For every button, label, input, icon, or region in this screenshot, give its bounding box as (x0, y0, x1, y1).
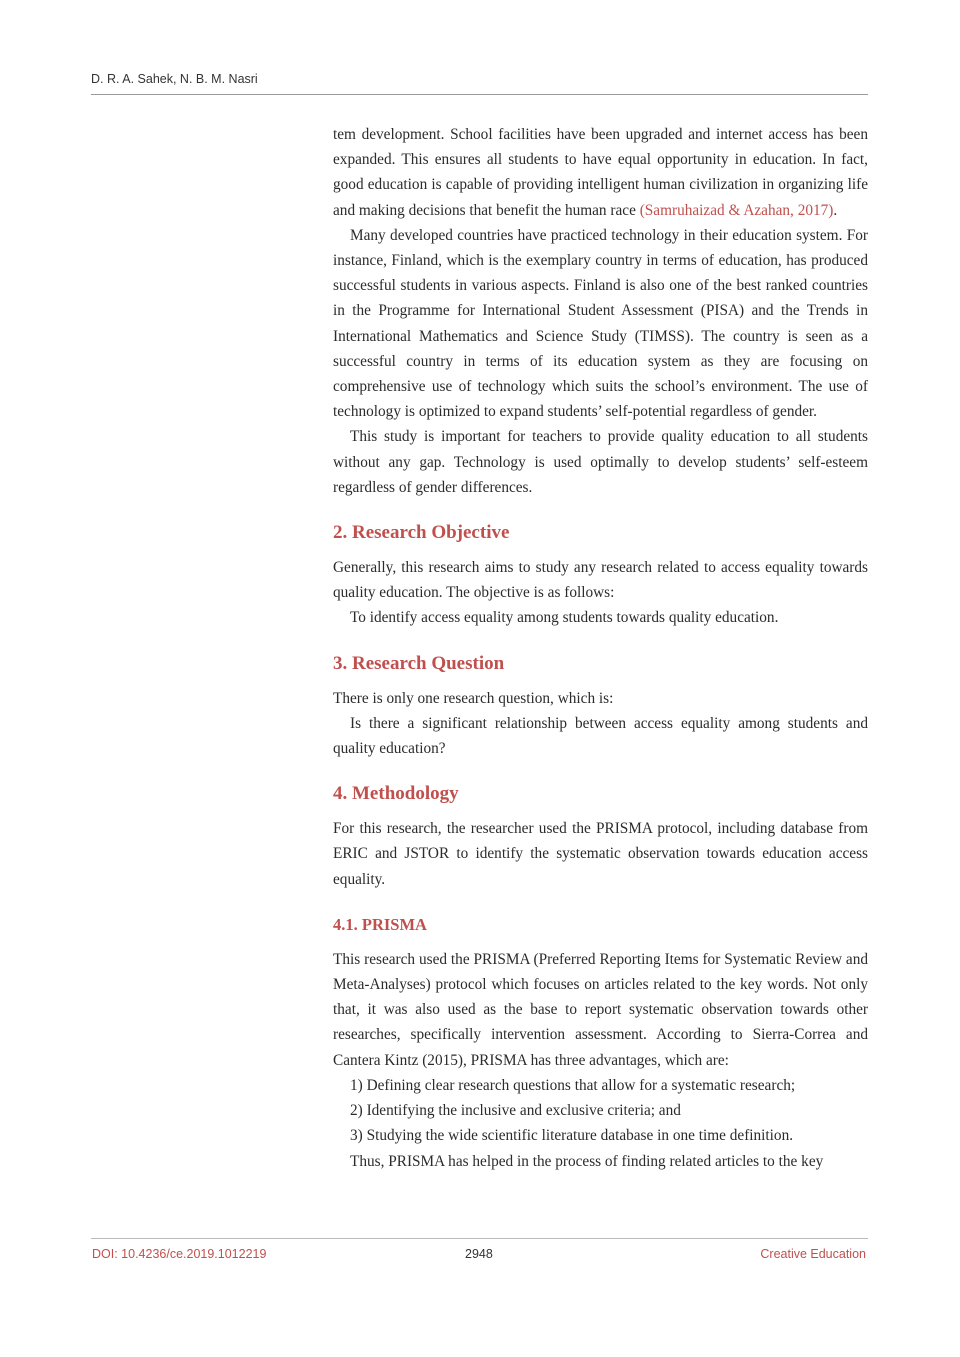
footer-doi-link[interactable]: DOI: 10.4236/ce.2019.1012219 (92, 1247, 267, 1261)
paragraph-end: . (833, 201, 838, 219)
list-item: 2) Identifying the inclusive and exclusive criteria; and (350, 1102, 681, 1120)
body-paragraph: For this research, the researcher used the PRISMA protocol, including database from ERIC and JSTOR to identify the systematic observation towards education access equality. (333, 820, 868, 888)
subsection-heading-prisma: 4.1. PRISMA (333, 914, 427, 934)
list-item: 1) Defining clear research questions that allow for a systematic research; (350, 1076, 796, 1094)
section-heading-objective: 2. Research Objective (333, 522, 510, 544)
main-content (333, 122, 868, 1174)
body-paragraph: This research used the PRISMA (Preferred Reporting Items for Systematic Review and Meta-Analyses) protocol which focuses on articles related to the key words. Not only that, it was also used as the base to report systematic observation towards other researches, specifically intervention assessment. According to Sierra-Correa and Cantera Kintz (2015), PRISMA has three advantages, which are: (333, 950, 868, 1069)
body-paragraph: To identify access equality among students towards quality education. (350, 609, 779, 627)
footer-page-number: 2948 (465, 1247, 493, 1261)
paragraph-text: tem development. School facilities have been upgraded and internet access has been expanded. This ensures all students to have equal opportunity in education. In fact, good education is capable of providing intelligent human civilization in organizing life and making decisions that benefit the human race (333, 126, 868, 219)
body-paragraph: Is there a significant relationship between access equality among students and quality education? (333, 714, 868, 758)
footer-divider (91, 1238, 868, 1239)
body-paragraph: This study is important for teachers to provide quality education to all students without any gap. Technology is used optimally to develop students’ self-esteem regardless of gender differences. (333, 428, 868, 496)
running-header-authors: D. R. A. Sahek, N. B. M. Nasri (91, 72, 258, 86)
body-paragraph: There is only one research question, which is: (333, 689, 614, 707)
body-paragraph: Generally, this research aims to study any research related to access equality towards quality education. The objective is as follows: (333, 559, 868, 602)
body-paragraph (333, 122, 868, 223)
body-paragraph: Many developed countries have practiced technology in their education system. For instance, Finland, which is the exemplary country in terms of education, has produced successful students in various aspects. Finland is also one of the best ranked countries in the Programme for International Student Assessment (PISA) and the Trends in International Mathematics and Science Study (TIMSS). The country is seen as a successful country in terms of its education system as they are focusing on comprehensive use of technology which suits the school’s environment. The use of technology is optimized to expand students’ self-potential regardless of gender. (333, 226, 868, 421)
list-item: 3) Studying the wide scientific literature database in one time definition. (350, 1127, 794, 1145)
section-heading-methodology: 4. Methodology (333, 783, 459, 805)
header-divider (91, 94, 868, 95)
citation-link[interactable]: (Samruhaizad & Azahan, 2017) (639, 201, 834, 219)
footer-journal-name: Creative Education (760, 1247, 866, 1261)
body-paragraph: Thus, PRISMA has helped in the process of finding related articles to the key (350, 1152, 824, 1170)
section-heading-question: 3. Research Question (333, 652, 505, 674)
